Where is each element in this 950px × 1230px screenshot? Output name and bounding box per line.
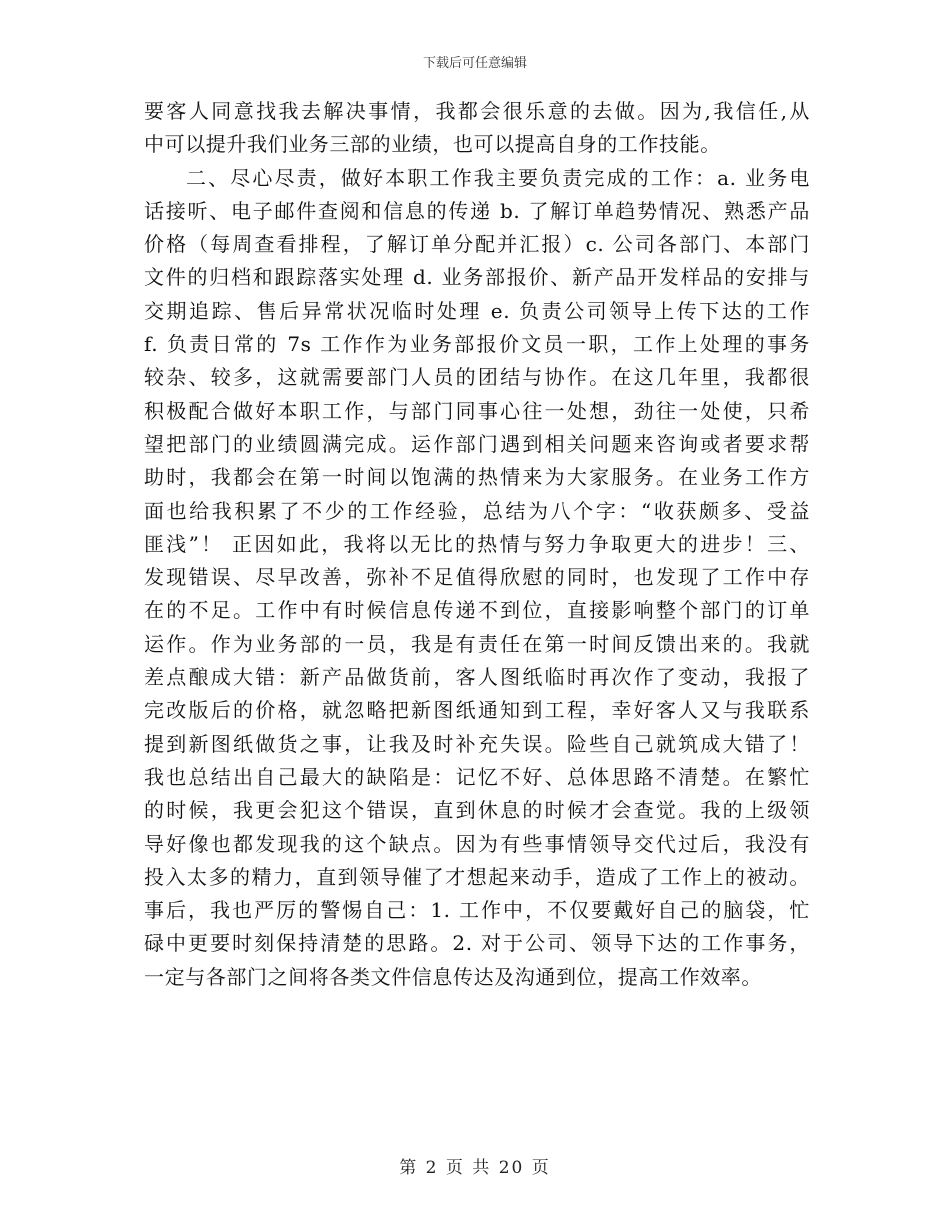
text-line: 投入太多的精力，直到领导催了才想起来动手，造成了工作上的被动。 <box>144 864 810 889</box>
text-line: 积极配合做好本职工作，与部门同事心往一处想，劲往一处使，只希 <box>144 398 810 423</box>
text-line: 助时，我都会在第一时间以饱满的热情来为大家服务。在业务工作方 <box>144 465 810 490</box>
text-line: 事后，我也严厉的警惕自己：1. 工作中，不仅要戴好自己的脑袋，忙 <box>144 898 810 923</box>
text-line: 提到新图纸做货之事，让我及时补充失误。险些自己就筑成大错了！ <box>144 731 810 756</box>
text-line: 交期追踪、售后异常状况临时处理 e. 负责公司领导上传下达的工作 <box>144 298 810 323</box>
text-line: 二、尽心尽责，做好本职工作我主要负责完成的工作：a. 业务电 <box>186 165 810 190</box>
page-number: 第 2 页 共 20 页 <box>399 1158 551 1178</box>
text-line: 碌中更要时刻保持清楚的思路。2. 对于公司、领导下达的工作事务， <box>144 931 810 956</box>
text-line: 在的不足。工作中有时候信息传递不到位，直接影响整个部门的订单 <box>144 598 810 623</box>
text-line: 要客人同意找我去解决事情，我都会很乐意的去做。因为,我信任,从 <box>144 99 810 123</box>
document-body <box>144 95 810 994</box>
text-line: 导好像也都发现我的这个缺点。因为有些事情领导交代过后，我没有 <box>144 831 810 856</box>
text-line: 面也给我积累了不少的工作经验，总结为八个字：“收获颇多、受益 <box>144 498 810 523</box>
text-line: 话接听、电子邮件查阅和信息的传递 b. 了解订单趋势情况、熟悉产品 <box>144 198 810 223</box>
text-line: 的时候，我更会犯这个错误，直到休息的时候才会查觉。我的上级领 <box>144 798 810 823</box>
text-line: 中可以提升我们业务三部的业绩，也可以提高自身的工作技能。 <box>144 132 721 157</box>
text-line: 运作。作为业务部的一员，我是有责任在第一时间反馈出来的。我就 <box>144 631 810 656</box>
text-line: f. 负责日常的 7s 工作作为业务部报价文员一职，工作上处理的事务 <box>144 332 810 357</box>
text-line: 发现错误、尽早改善，弥补不足值得欣慰的同时，也发现了工作中存 <box>144 565 810 590</box>
text-line: 望把部门的业绩圆满完成。运作部门遇到相关问题来咨询或者要求帮 <box>144 431 810 456</box>
text-line: 一定与各部门之间将各类文件信息传达及沟通到位，提高工作效率。 <box>144 964 762 989</box>
text-line: 价格（每周查看排程，了解订单分配并汇报）c. 公司各部门、本部门 <box>144 232 810 257</box>
page-header: 下载后可任意编辑 <box>422 56 527 71</box>
text-line: 较杂、较多，这就需要部门人员的团结与协作。在这几年里，我都很 <box>144 365 810 390</box>
text-line: 匪浅”！ 正因如此，我将以无比的热情与努力争取更大的进步！三、 <box>144 531 810 556</box>
text-line: 文件的归档和跟踪落实处理 d. 业务部报价、新产品开发样品的安排与 <box>144 265 810 290</box>
text-line: 完改版后的价格，就忽略把新图纸通知到工程，幸好客人又与我联系 <box>144 698 810 723</box>
text-line: 差点酿成大错：新产品做货前，客人图纸临时再次作了变动，我报了 <box>144 665 810 690</box>
text-line: 我也总结出自己最大的缺陷是：记忆不好、总体思路不清楚。在繁忙 <box>144 764 810 789</box>
